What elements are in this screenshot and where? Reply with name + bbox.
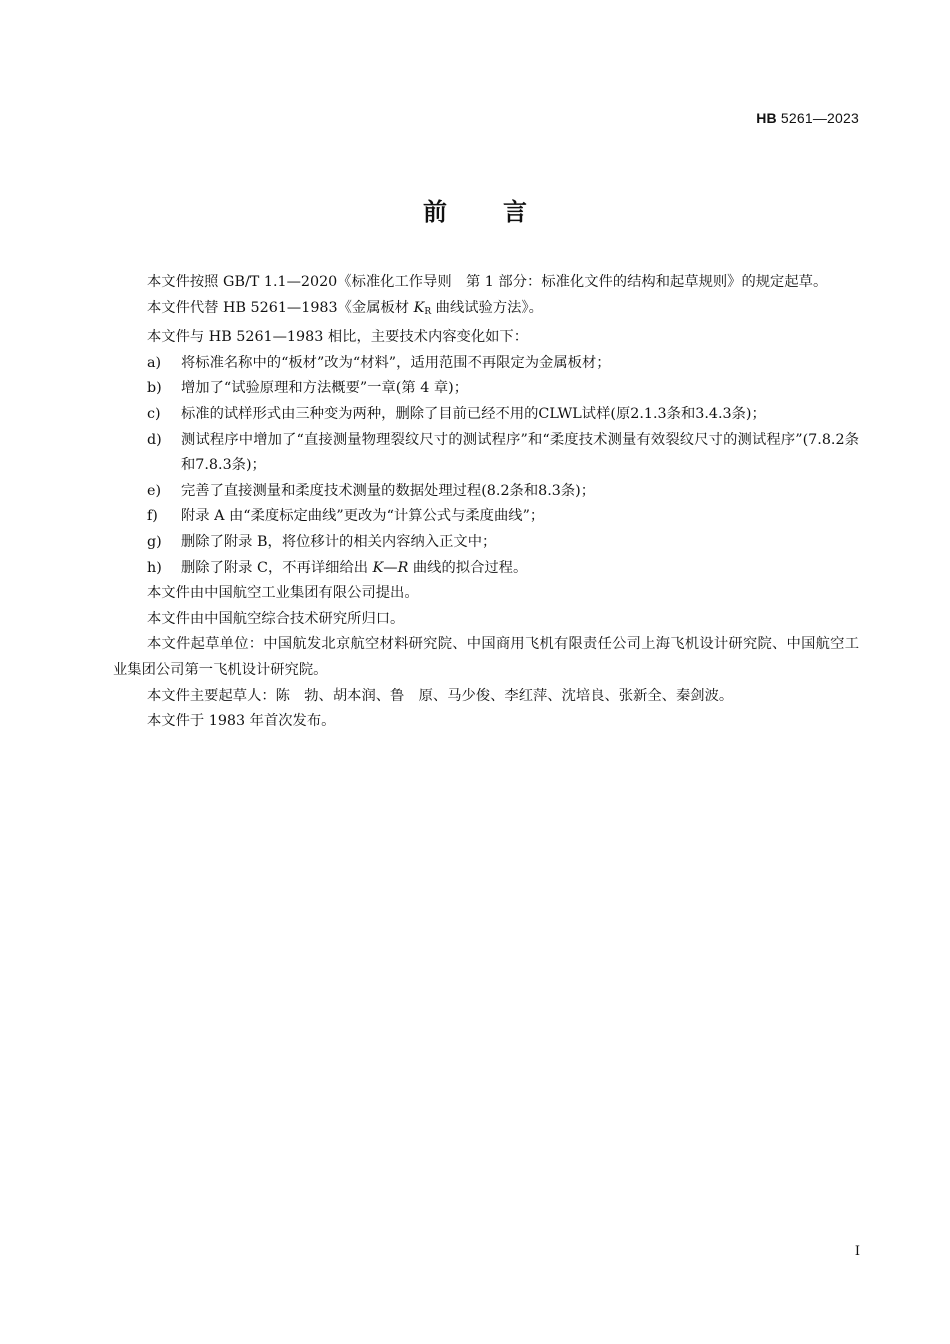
paragraph-replaces [113,296,859,326]
foreword-body [113,270,859,735]
page-number: I [854,1244,860,1259]
list-item [113,556,859,582]
r-symbol: R [397,559,409,576]
list-item-label: b) [147,380,162,397]
page-title: 前言 [423,198,583,226]
list-item-label: d) [147,431,162,448]
list-item [113,351,859,377]
paragraph-responsible-unit: 本文件由中国航空综合技术研究所归口。 [147,610,405,627]
list-item-label: f) [147,508,158,525]
list-item [113,504,859,530]
list-item-text: 附录 A 由“柔度标定曲线”更改为“计算公式与柔度曲线”； [181,508,545,525]
document-code [756,110,859,126]
list-item-text: 删除了附录 C，不再详细给出 [181,559,373,576]
list-item-text: 增加了“试验原理和方法概要”一章(第 4 章)； [181,380,469,397]
replaces-text-before: 本文件代替 HB 5261—1983《金属板材 [147,299,414,316]
list-item-text: 将标准名称中的“板材”改为“材料”，适用范围不再限定为金属板材； [181,354,611,371]
document-code-prefix: HB [756,110,777,126]
list-item-text: 标准的试样形式由三种变为两种，删除了目前已经不用的CLWL试样(原2.1.3条和3.4.3条)； [181,405,766,422]
paragraph-changes-intro: 本文件与 HB 5261—1983 相比，主要技术内容变化如下： [147,329,529,346]
paragraph-proposer: 本文件由中国航空工业集团有限公司提出。 [147,585,419,602]
list-item-label: h) [147,559,162,576]
list-item-label: e) [147,482,162,499]
list-item [113,402,859,428]
list-item-label: c) [147,405,161,422]
list-item-label: a) [147,354,162,371]
replaces-text-after: 曲线试验方法》。 [431,299,543,316]
document-code-number: 5261—2023 [776,110,859,126]
list-item [113,428,859,479]
dash-symbol: — [383,559,398,576]
paragraph-first-published: 本文件于 1983 年首次发布。 [147,713,336,730]
list-item [113,479,859,505]
r-subscript: R [424,306,432,317]
paragraph-drafters: 本文件主要起草人：陈 勃、胡本润、鲁 原、马少俊、李红萍、沈培良、张新全、秦剑波。 [147,687,734,704]
list-item-label: g) [147,533,162,550]
list-item [113,530,859,556]
paragraph-drafting-units: 本文件起草单位：中国航发北京航空材料研究院、中国商用飞机有限责任公司上海飞机设计研究院、中国航空工业集团公司第一飞机设计研究院。 [113,636,859,678]
changes-list [113,351,859,581]
list-item [113,376,859,402]
list-item-text: 完善了直接测量和柔度技术测量的数据处理过程(8.2条和8.3条)； [181,482,596,499]
list-item-text-after: 曲线的拟合过程。 [408,559,528,576]
list-item-text: 测试程序中增加了“直接测量物理裂纹尺寸的测试程序”和“柔度技术测量有效裂纹尺寸的测试程序”(7.8.2条和7.8.3条)； [181,431,859,474]
k-symbol: K [372,559,384,576]
k-symbol: K [413,299,425,316]
list-item-text: 删除了附录 B，将位移计的相关内容纳入正文中； [181,533,497,550]
paragraph-drafting-rules: 本文件按照 GB/T 1.1—2020《标准化工作导则 第 1 部分：标准化文件的结构和起草规则》的规定起草。 [147,274,828,290]
